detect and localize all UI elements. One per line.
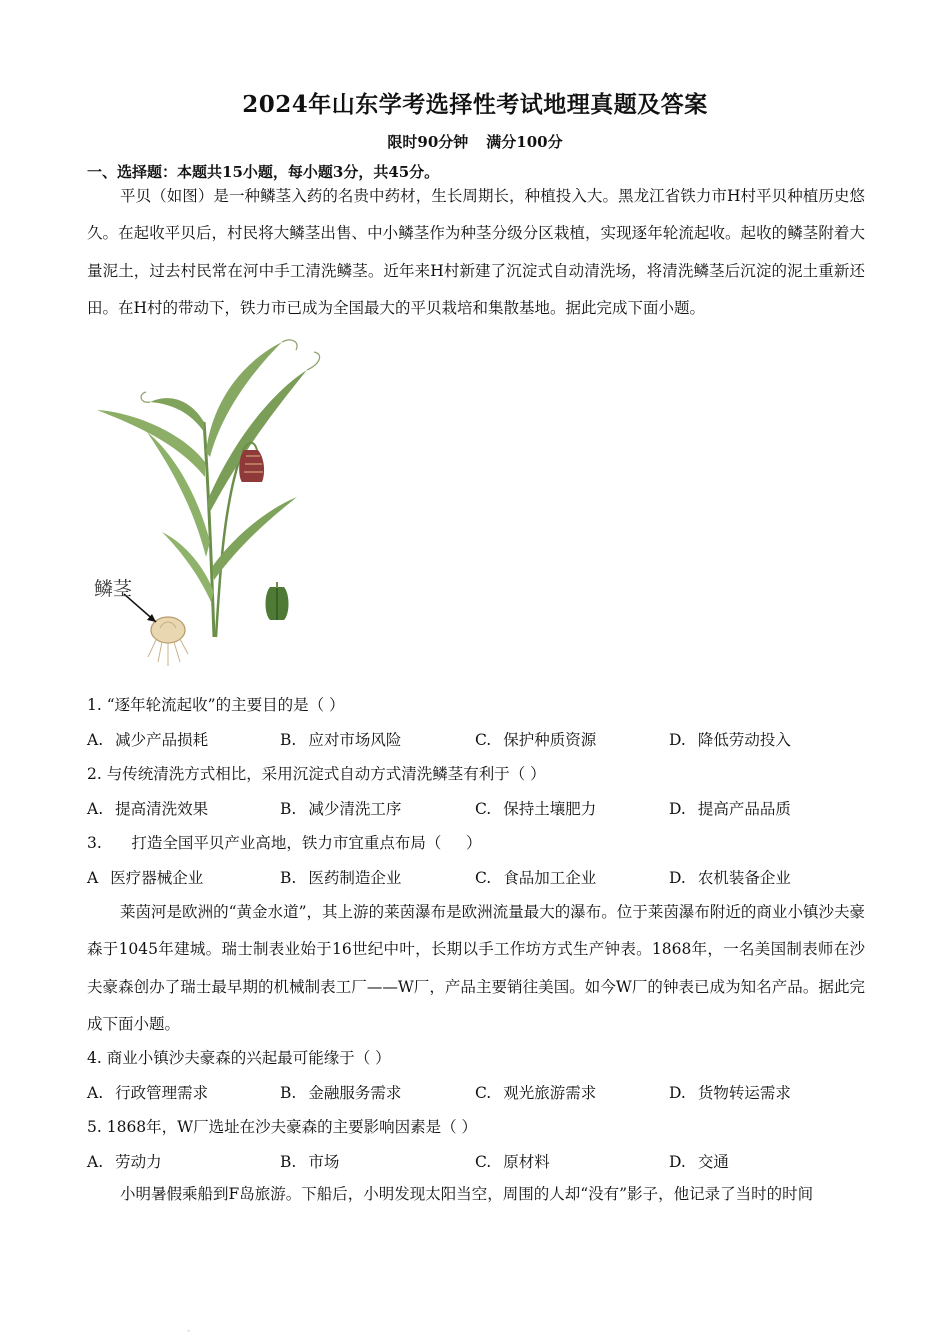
option-3a: A 医疗器械企业 (87, 869, 204, 887)
option-2a: A. 提高清洗效果 (87, 800, 209, 818)
question-2: 2. 与传统清洗方式相比，采用沉淀式自动方式清洗鳞茎有利于（ ） (87, 765, 546, 783)
option-3d: D. 农机装备企业 (669, 869, 791, 887)
option-1c: C. 保护种质资源 (475, 731, 597, 749)
plant-illustration (92, 332, 332, 672)
option-1a: A. 减少产品损耗 (87, 731, 209, 749)
option-5b: B. 市场 (280, 1153, 340, 1171)
fritillaria-plant-icon (92, 332, 332, 672)
option-2b: B. 减少清洗工序 (280, 800, 402, 818)
question-1: 1. “逐年轮流起收”的主要目的是（ ） (87, 696, 345, 714)
option-1b: B. 应对市场风险 (280, 731, 402, 749)
option-2d: D. 提高产品品质 (669, 800, 791, 818)
question-3: 3. 打造全国平贝产业高地，铁力市宜重点布局（ ） (87, 834, 482, 852)
option-5c: C. 原材料 (475, 1153, 550, 1171)
option-1d: D. 降低劳动投入 (669, 731, 791, 749)
page-mark: ˅ (187, 1330, 190, 1337)
option-4a: A. 行政管理需求 (87, 1084, 209, 1102)
option-2c: C. 保持土壤肥力 (475, 800, 597, 818)
option-4b: B. 金融服务需求 (280, 1084, 402, 1102)
document-title: 2024年山东学考选择性考试地理真题及答案 (242, 91, 708, 118)
option-5d: D. 交通 (669, 1153, 729, 1171)
passage-pingbei: 平贝（如图）是一种鳞茎入药的名贵中药材，生长周期长，种植投入大。黑龙江省铁力市H村平贝种植历史悠久。在起收平贝后，村民将大鳞茎出售、中小鳞茎作为种茎分级分区栽植，实现逐年轮流起收。起收的鳞茎附着大量泥土，过去村民常在河中手工清洗鳞茎。近年来H村新建了沉淀式自动清洗场，将清洗鳞茎后沉淀的泥土重新还田。在H村的带动下，铁力市已成为全国最大的平贝栽培和集散基地。据此完成下面小题。 (87, 187, 865, 317)
option-3b: B. 医药制造企业 (280, 869, 402, 887)
option-3c: C. 食品加工企业 (475, 869, 597, 887)
passage-island: 小明暑假乘船到F岛旅游。下船后，小明发现太阳当空，周围的人却“没有”影子，他记录了当时的时间 (120, 1185, 814, 1203)
question-4: 4. 商业小镇沙夫豪森的兴起最可能缘于（ ） (87, 1049, 391, 1067)
option-4c: C. 观光旅游需求 (475, 1084, 597, 1102)
full-score: 满分100分 (486, 133, 563, 151)
figure-label-bulb: 鳞茎 (94, 578, 133, 600)
option-4d: D. 货物转运需求 (669, 1084, 791, 1102)
time-limit: 限时90分钟 (387, 133, 469, 151)
exam-info (0, 131, 950, 152)
passage-rhine: 莱茵河是欧洲的“黄金水道”，其上游的莱茵瀑布是欧洲流量最大的瀑布。位于莱茵瀑布附近的商业小镇沙夫豪森于1045年建城。瑞士制表业始于16世纪中叶，长期以手工作坊方式生产钟表。1868年，一名美国制表师在沙夫豪森创办了瑞士最早期的机械制表工厂——W厂，产品主要销往美国。如今W厂的钟表已成为知名产品。据此完成下面小题。 (87, 903, 865, 1033)
section-heading: 一、选择题：本题共15小题，每小题3分，共45分。 (87, 163, 440, 181)
question-5: 5. 1868年，W厂选址在沙夫豪森的主要影响因素是（ ） (87, 1118, 478, 1136)
option-5a: A. 劳动力 (87, 1153, 162, 1171)
